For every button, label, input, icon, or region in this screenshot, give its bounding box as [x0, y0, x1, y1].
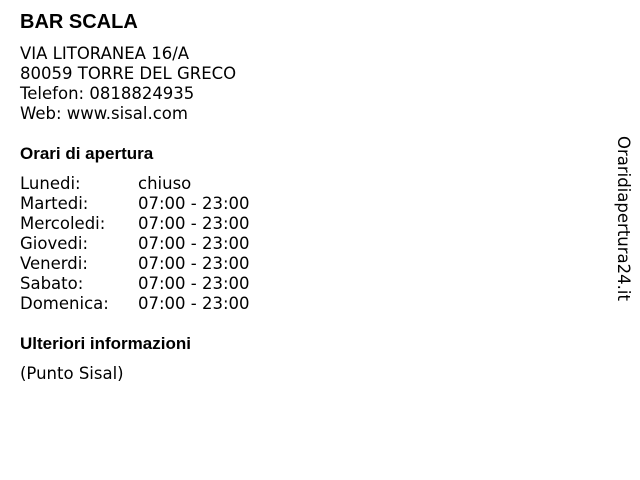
day-label: Martedi: — [20, 194, 89, 213]
additional-info-heading: Ulteriori informazioni — [20, 334, 191, 353]
hours-value: 07:00 - 23:00 — [138, 294, 250, 313]
business-contact — [20, 44, 236, 124]
address-street: VIA LITORANEA 16/A — [20, 44, 190, 63]
day-label: Giovedi: — [20, 234, 88, 253]
hours-value: 07:00 - 23:00 — [138, 194, 250, 213]
business-name: BAR SCALA — [20, 11, 138, 33]
hours-row-wednesday — [20, 214, 320, 234]
day-label: Mercoledi: — [20, 214, 106, 233]
hours-row-monday — [20, 174, 320, 194]
hours-value: 07:00 - 23:00 — [138, 254, 250, 273]
hours-value: chiuso — [138, 174, 192, 193]
hours-value: 07:00 - 23:00 — [138, 214, 250, 233]
address-city: 80059 TORRE DEL GRECO — [20, 64, 237, 83]
hours-row-tuesday — [20, 194, 320, 214]
website: Web: www.sisal.com — [20, 104, 188, 123]
additional-info-text: (Punto Sisal) — [20, 364, 124, 383]
day-label: Venerdi: — [20, 254, 88, 273]
day-label: Domenica: — [20, 294, 109, 313]
hours-row-saturday — [20, 274, 320, 294]
opening-hours-table — [20, 174, 320, 314]
hours-value: 07:00 - 23:00 — [138, 274, 250, 293]
hours-row-sunday — [20, 294, 320, 314]
day-label: Sabato: — [20, 274, 84, 293]
hours-value: 07:00 - 23:00 — [138, 234, 250, 253]
hours-row-friday — [20, 254, 320, 274]
day-label: Lunedi: — [20, 174, 81, 193]
site-watermark: Oraridiapertura24.it — [614, 136, 633, 301]
phone-number: Telefon: 0818824935 — [20, 84, 195, 103]
hours-row-thursday — [20, 234, 320, 254]
opening-hours-heading: Orari di apertura — [20, 144, 154, 163]
